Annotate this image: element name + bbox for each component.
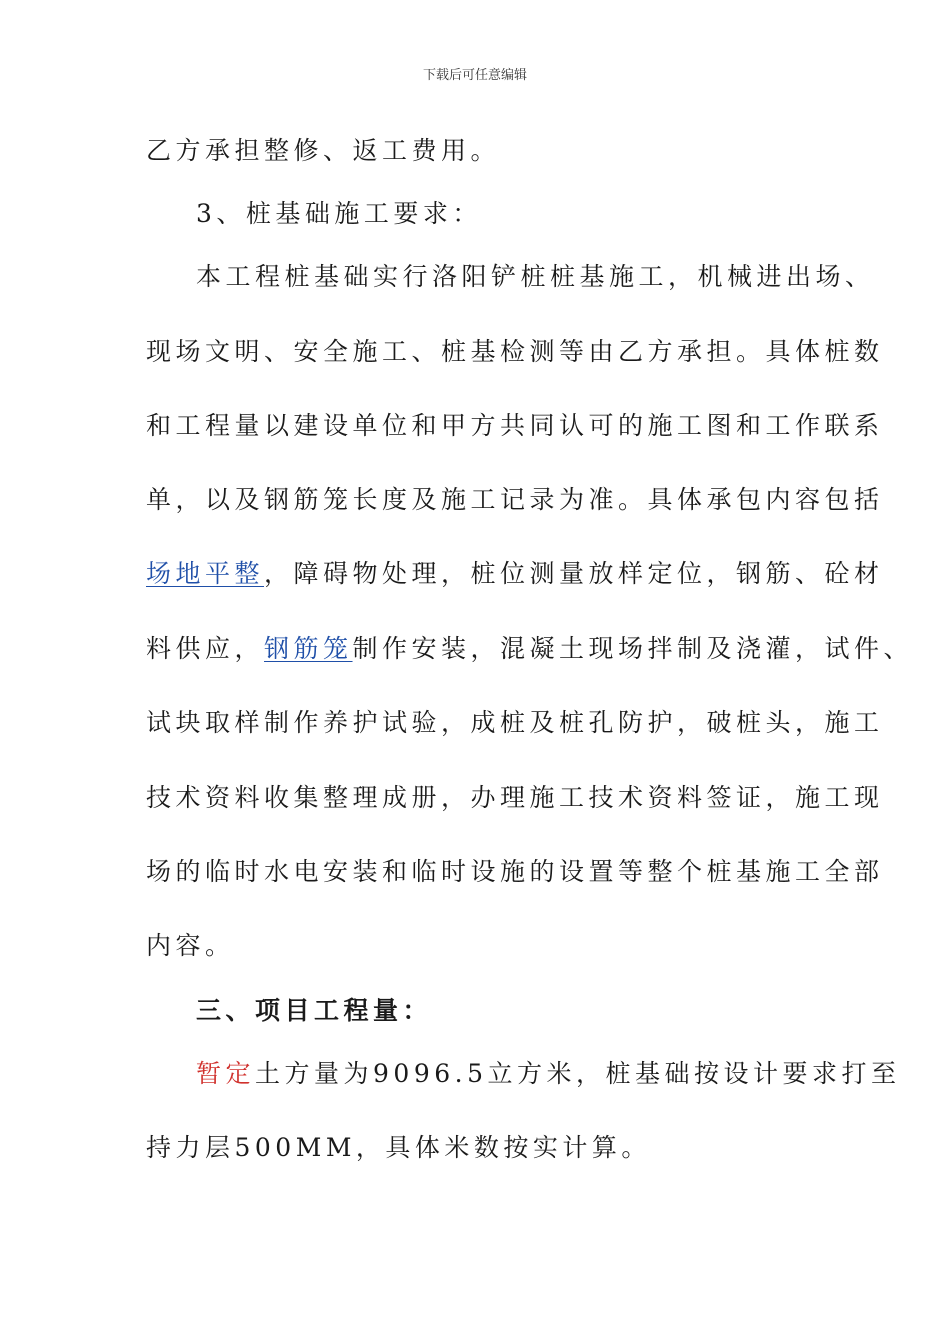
section-subheading: 3、桩基础施工要求： [196,199,482,228]
provisional-highlight: 暂定 [196,1059,256,1088]
site-leveling-link[interactable]: 场地平整 [146,559,265,588]
rebar-cage-link[interactable]: 钢筋笼 [264,634,353,663]
paragraph-line [146,558,884,590]
paragraph-text: 料供应， [146,634,265,663]
paragraph-line: 技术资料收集整理成册，办理施工技术资料签证，施工现 [146,783,884,812]
paragraph-line: 本工程桩基础实行洛阳铲桩桩基施工，机械进出场、 [196,262,875,291]
section-heading: 三、项目工程量： [196,996,433,1025]
paragraph-line: 现场文明、安全施工、桩基检测等由乙方承担。具体桩数 [146,337,884,366]
paragraph-line: 场的临时水电安装和临时设施的设置等整个桩基施工全部 [146,857,884,886]
paragraph-text: 制作安装，混凝土现场拌制及浇灌，试件、 [352,634,914,663]
paragraph-text: 土方量为9096.5立方米，桩基础按设计要求打至 [255,1059,901,1088]
paragraph-line: 单，以及钢筋笼长度及施工记录为准。具体承包内容包括 [146,485,884,514]
paragraph-line: 试块取样制作养护试验，成桩及桩孔防护，破桩头，施工 [146,708,884,737]
paragraph-line [196,1058,901,1090]
page-header-note: 下载后可任意编辑 [422,68,527,83]
paragraph-line: 乙方承担整修、返工费用。 [146,136,501,165]
paragraph-line [146,633,913,665]
paragraph-line: 内容。 [146,931,235,960]
paragraph-line: 持力层500MM，具体米数按实计算。 [146,1133,651,1162]
paragraph-text: ，障碍物处理，桩位测量放样定位，钢筋、砼材 [264,559,884,588]
paragraph-line: 和工程量以建设单位和甲方共同认可的施工图和工作联系 [146,411,884,440]
